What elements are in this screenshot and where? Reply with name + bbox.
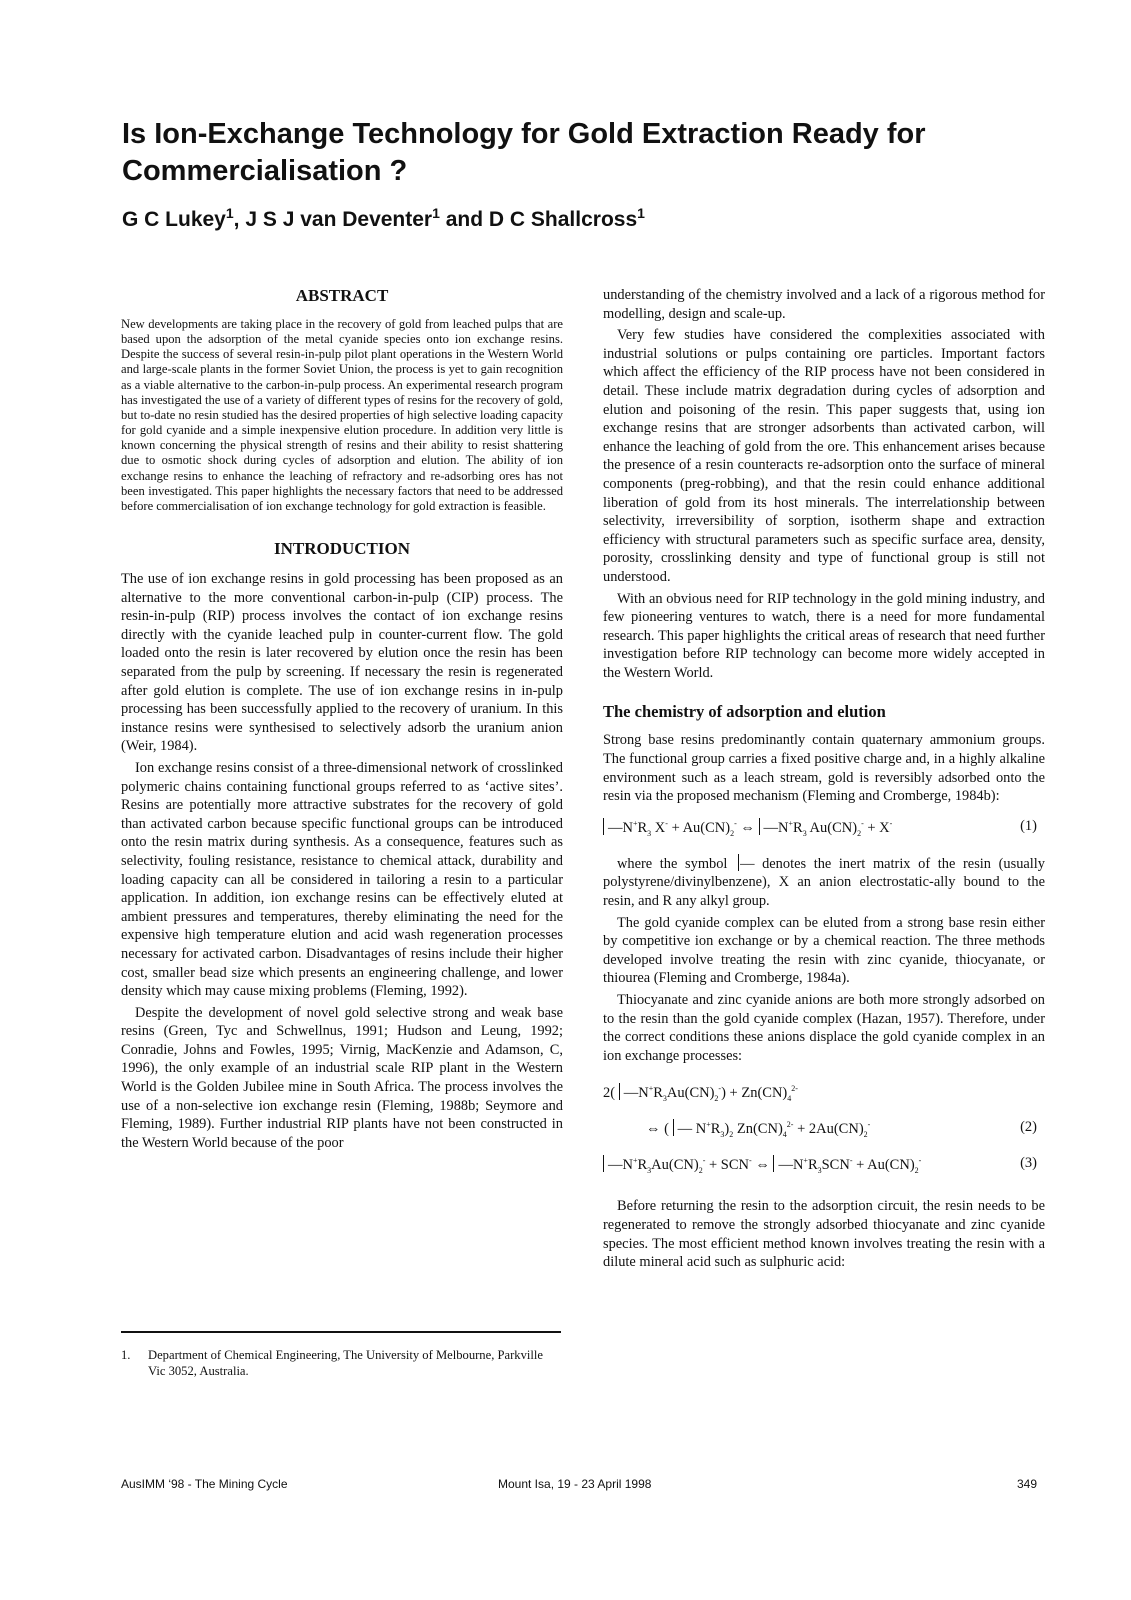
body-paragraph: Before returning the resin to the adsorption circuit, the resin needs to be regenerated to remove the strongly adsorbed thiocyanate and zinc cyanide species. The most efficient method known involves treating the resin with a dilute mineral acid such as sulphuric acid: xyxy=(603,1198,1045,1271)
body-paragraph xyxy=(603,854,1045,911)
equation-2-line-2: ⇔ ( — $N^+R_3)_2$ $Zn(CN)_4^{2-} + 2Au(CN)_2^-$ (2) xyxy=(646,1119,1037,1140)
intro-paragraph: Ion exchange resins consist of a three-dimensional network of crosslinked polymeric chains containing functional groups referred to as ‘active sites’. Resins are potentially more attractive substrates for the recovery of gold than activated carbon because specific functional groups can be introduced onto the resin matrix during synthesis. As a consequence, features such as selectivity, fouling resistance, resistance to chemical attack, durability and loading capacity can all be considered in tailoring a resin to a particular application. In addition, ion exchange resins can be effectively eluted at ambient pressures and temperatures, thereby eliminating the need for the expensive high temperature elution and acid wash regeneration processes necessary for activated carbon. Disadvantages of resins include their higher cost, smaller bead size which presents an engineering challenge, and lower density which may cause mixing problems (Fleming, 1992). xyxy=(121,759,563,1000)
body-paragraph: understanding of the chemistry involved and a lack of a rigorous method for modelling, design and scale-up. xyxy=(603,287,1045,322)
intro-paragraph: Despite the development of novel gold selective strong and weak base resins (Green, Tyc and Schwellnus, 1991; Hudson and Leung, 1992; Conradie, Johns and Fowles, 1995; Virnig, MacKenzie and Adamson, C, 1996), the only example of an industrial scale RIP plant in the Western World is the Golden Jubilee mine in South Africa. The process involves the use of a non-selective ion exchange resin (Fleming, 1988b; Seymore and Fleming, 1989). Further industrial RIP plants have not been constructed in the Western World because of the poor xyxy=(121,1004,563,1151)
right-column xyxy=(603,286,1045,1275)
body-paragraph: Very few studies have considered the complexities associated with industrial solutions or pulps containing ore particles. Important factors which affect the efficiency of the RIP process have not been considered in detail. These include matrix degradation during cycles of adsorption and elution and poisoning of the resin. This paper suggests that, using ion exchange resins that are stronger adsorbents than activated carbon, will enhance the leaching of gold from the ore. This enhancement arises because the presence of a resin counteracts re-adsorption onto the surface of mineral components (preg-robbing), and that the resin could enhance additional liberation of gold from its host minerals. The interrelationship between selectivity, irreversibility of sorption, isotherm shape and extraction efficiency with structural parameters such as specific surface area, density, porosity, crosslinking density and type of functional group is still not understood. xyxy=(603,327,1045,585)
affiliation-marker: 1 xyxy=(637,205,645,221)
where-text-a: where the symbol xyxy=(617,855,728,872)
abstract-heading: ABSTRACT xyxy=(295,286,389,305)
body-paragraph: The gold cyanide complex can be eluted from a strong base resin either by competitive ion exchange or by a chemical reaction. The three methods developed involve treating the resin with zinc cyanide, thiocyanate, or thiourea (Fleming and Cromberge, 1984a). xyxy=(603,914,1045,987)
affiliation-marker: 1 xyxy=(432,205,440,221)
equation-3: $—N^+R_3Au(CN)_2^- + SCN^-$ ⇔ $—N^+R_3SCN^- + Au(CN)_2^-$ (3) xyxy=(603,1155,1045,1177)
where-text-b: — denotes the inert matrix of the resin (usually polystyrene/divinylbenzene), X an anion electrostatic-ally bound to the resin, and R any alkyl group. xyxy=(603,855,1045,910)
introduction-heading: INTRODUCTION xyxy=(273,539,411,559)
equation-2-line-1: 2( $—N^+R_3Au(CN)_2^-) + Zn(CN)_4^{2-}$ xyxy=(603,1084,798,1104)
footnote xyxy=(121,1347,561,1379)
body-paragraph: Thiocyanate and zinc cyanide anions are both more strongly adsorbed on to the resin than the gold cyanide complex (Hazan, 1957). Therefore, under the correct conditions these anions displace the gold cyanide complex in an ion exchange processes: xyxy=(603,992,1045,1064)
abstract-text: New developments are taking place in the recovery of gold from leached pulps that are based upon the adsorption of the metal cyanide species onto ion exchange resins. Despite the success of several resin-in-pulp pilot plant operations in the Western World and large-scale plants in the former Soviet Union, the process is yet to gain recognition as a viable alternative to the carbon-in-pulp process. An experimental research program has investigated the use of a variety of different types of resins for the recovery of gold, but to-date no resin studied has the desired properties of high selective loading capacity for gold cyanide and a simple inexpensive elution procedure. In addition very little is known concerning the physical strength of resins and their ability to resist shattering due to osmotic shock during cycles of adsorption and elution. The ability of ion exchange resins to enhance the leaching of refractory and re-adsorbing ores has not been investigated. This paper highlights the necessary factors that need to be addressed before commercialisation of ion exchange technology for gold extraction is feasible. xyxy=(121,317,563,513)
equation-1: $—N^+R_3$ $X^- + Au(CN)_2^-$ ⇔ $—N^+R_3$ $Au(CN)_2^- + X^-$ (1) xyxy=(603,818,1045,840)
author-separator: , xyxy=(233,208,246,231)
footer-center: Mount Isa, 19 - 23 April 1998 xyxy=(498,1477,652,1491)
equation-number: (2) xyxy=(1020,1119,1037,1136)
paper-title: Is Ion-Exchange Technology for Gold Extraction Ready for Commercialisation ? xyxy=(122,118,926,187)
author-name: J S J van Deventer xyxy=(245,208,433,231)
affiliation-marker: 1 xyxy=(225,205,234,221)
page-number: 349 xyxy=(1017,1477,1038,1491)
left-column xyxy=(121,286,563,1155)
equation-number: (1) xyxy=(1020,817,1037,834)
body-paragraph: With an obvious need for RIP technology in the gold mining industry, and few pioneering ventures to watch, there is a need for more fundamental research. This paper highlights the critical areas of research that need further investigation before RIP technology can become more widely accepted in the Western World. xyxy=(603,590,1045,681)
author-separator: and xyxy=(439,208,489,231)
footer-left: AusIMM ‘98 - The Mining Cycle xyxy=(121,1477,288,1491)
author-name: G C Lukey xyxy=(122,208,226,231)
author-name: D C Shallcross xyxy=(488,208,638,231)
section-heading-chemistry: The chemistry of adsorption and elution xyxy=(603,702,886,722)
equation-number: (3) xyxy=(1020,1155,1037,1172)
footnote-number: 1. xyxy=(121,1348,131,1362)
footnote-rule xyxy=(121,1331,561,1333)
author-list xyxy=(122,205,645,232)
footnote-text: Department of Chemical Engineering, The University of Melbourne, Parkville Vic 3052, Australia. xyxy=(148,1348,543,1378)
body-paragraph: Strong base resins predominantly contain quaternary ammonium groups. The functional group carries a fixed positive charge and, in a highly alkaline environment such as a leach stream, gold is reversibly adsorbed onto the resin via the proposed mechanism (Fleming and Cromberge, 1984b): xyxy=(603,732,1045,805)
intro-paragraph: The use of ion exchange resins in gold processing has been proposed as an alternative to the more conventional carbon-in-pulp (CIP) process. The resin-in-pulp (RIP) process involves the contact of ion exchange resins directly with the cyanide leached pulp in counter-current flow. The gold loaded onto the resin is later recovered by elution once the resin has been separated from the pulp by screening. If necessary the resin is regenerated after gold elution is complete. The use of ion exchange resins in in-pulp processing has been successfully applied to the recovery of uranium. In this instance resins were synthesised to selectively adsorb the uranium anion (Weir, 1984). xyxy=(121,571,563,755)
